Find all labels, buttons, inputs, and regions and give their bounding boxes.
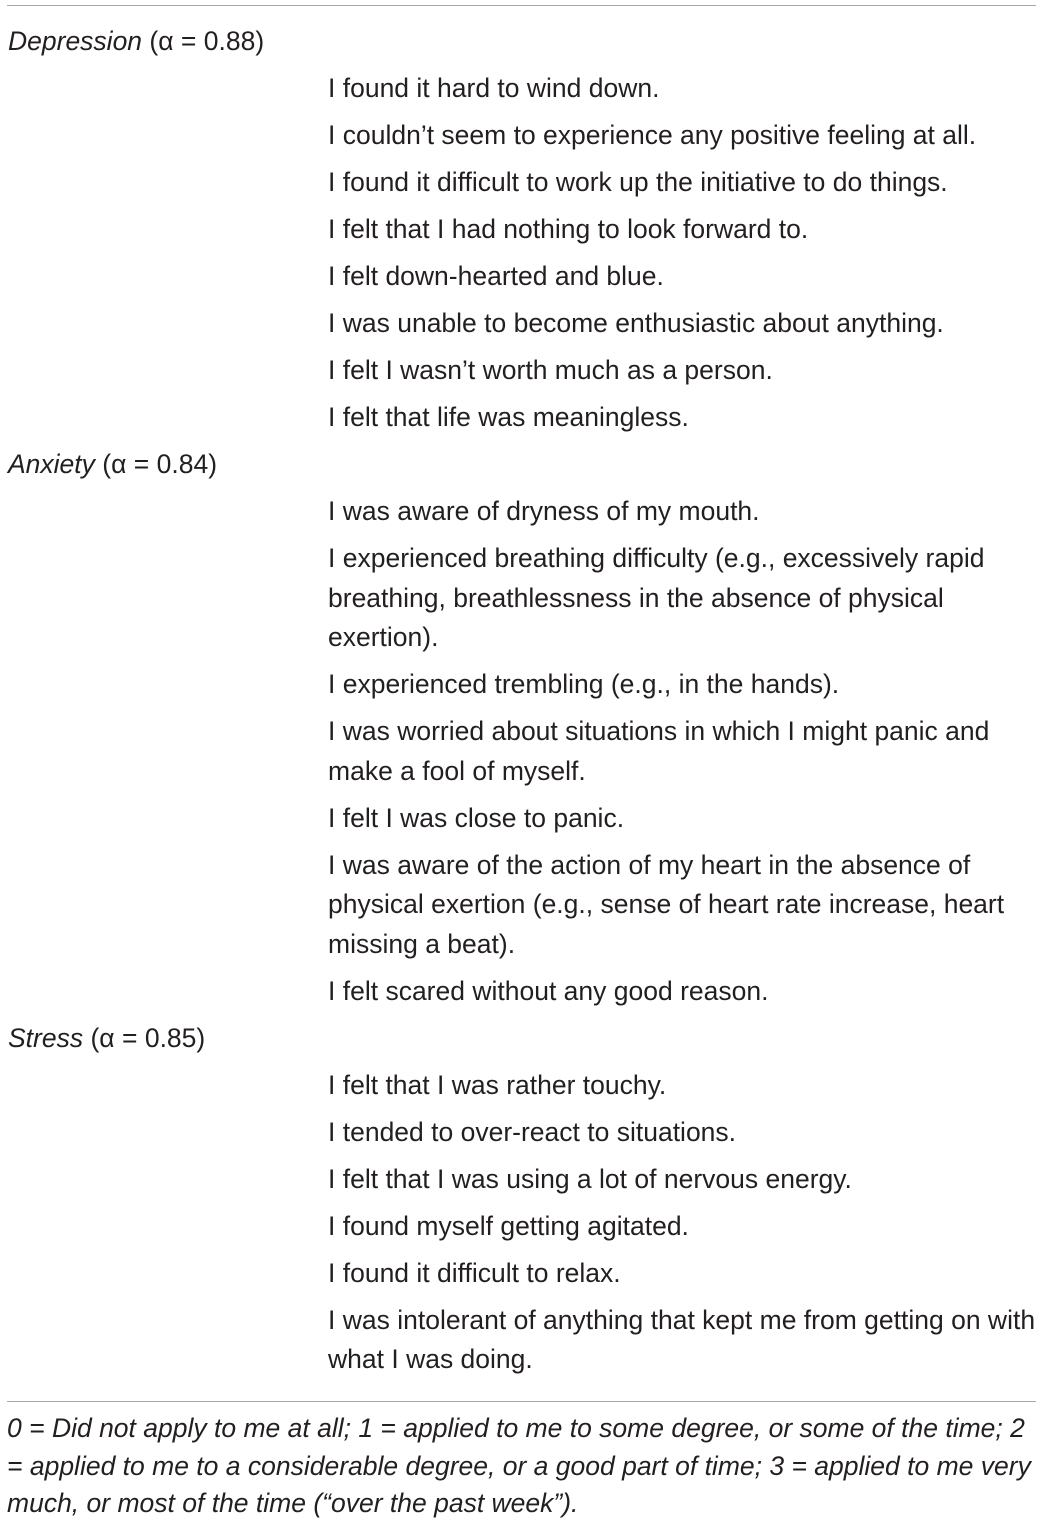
table-top-rule	[7, 5, 1036, 6]
list-item: I felt down-hearted and blue.	[328, 261, 664, 291]
list-item: I felt that life was meaningless.	[328, 402, 689, 432]
list-item: I found it hard to wind down.	[328, 73, 660, 103]
list-item: I felt that I was rather touchy.	[328, 1069, 667, 1100]
list-item: I experienced trembling (e.g., in the hands).	[328, 669, 840, 699]
table-footnote: 0 = Did not apply to me at all; 1 = applied to me to some degree, or some of the time; 2 = applied to me to a considerable degree, or a good part of time; 3 = applied to me very much, or most of the time (“over the past week”).	[7, 1413, 1031, 1518]
list-item: I tended to over-react to situations.	[328, 1116, 737, 1147]
list-item: I found it difficult to work up the initiative to do things.	[328, 167, 948, 197]
scale-items-table	[0, 18, 1046, 1383]
list-item: I was intolerant of anything that kept me from getting on with what I was doing.	[328, 1304, 1036, 1374]
list-item: I experienced breathing difficulty (e.g., excessively rapid breathing, breathlessness in the absence of physical exertion).	[328, 543, 985, 652]
list-item: I felt scared without any good reason.	[328, 975, 769, 1006]
list-item: I felt I wasn’t worth much as a person.	[328, 355, 773, 385]
list-item: I found myself getting agitated.	[328, 1210, 689, 1241]
table-bottom-rule	[7, 1401, 1036, 1402]
list-item: I was unable to become enthusiastic about anything.	[328, 308, 944, 338]
section-alpha: (α = 0.88)	[149, 26, 265, 56]
list-item: I was aware of dryness of my mouth.	[328, 496, 760, 526]
section-name: Anxiety	[8, 449, 95, 479]
list-item: I felt I was close to panic.	[328, 802, 625, 833]
list-item: I felt that I was using a lot of nervous energy.	[328, 1163, 852, 1194]
list-item: I was aware of the action of my heart in the absence of physical exertion (e.g., sense of heart rate increase, heart missing a beat).	[328, 849, 1005, 959]
section-name: Stress	[8, 1022, 84, 1053]
section-header-anxiety	[0, 441, 1046, 488]
section-alpha: (α = 0.84)	[102, 449, 218, 479]
list-item: I felt that I had nothing to look forward to.	[328, 214, 809, 244]
list-item: I was worried about situations in which I might panic and make a fool of myself.	[328, 716, 990, 786]
section-header-stress	[0, 1015, 1046, 1062]
list-item: I found it difficult to relax.	[328, 1257, 621, 1288]
section-name: Depression	[8, 26, 143, 56]
list-item: I couldn’t seem to experience any positive feeling at all.	[328, 120, 977, 150]
section-header-depression	[0, 18, 1046, 65]
section-alpha: (α = 0.85)	[90, 1022, 206, 1053]
